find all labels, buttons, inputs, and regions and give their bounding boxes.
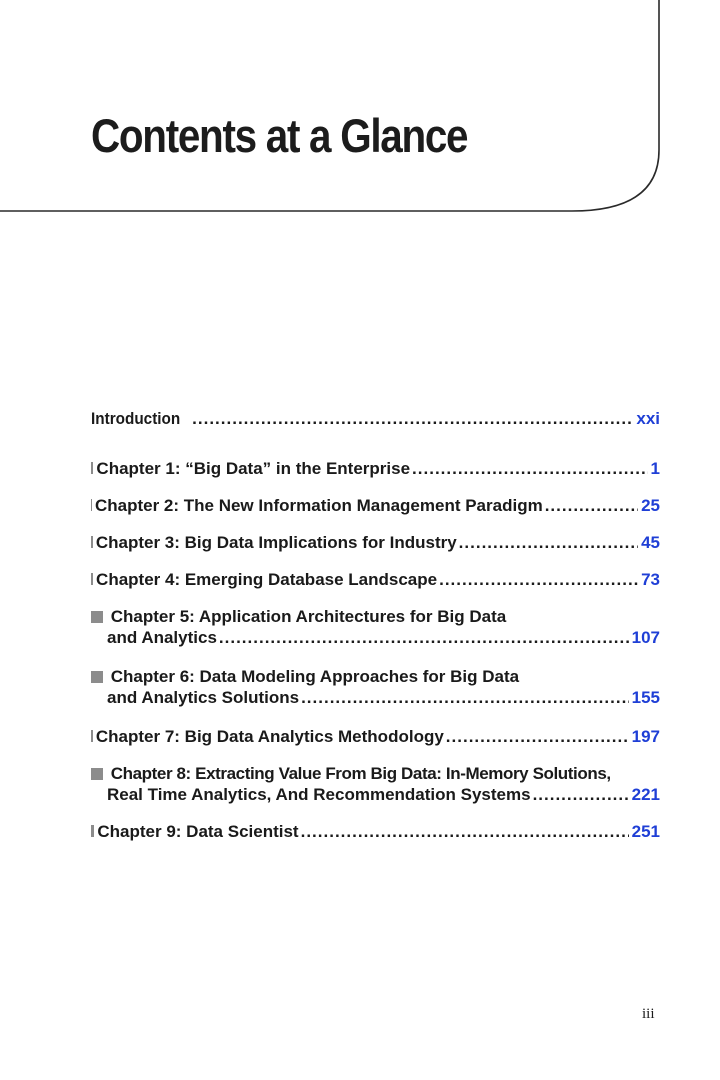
toc-chapter-title: Chapter 3: Big Data Implications for Industry <box>95 533 457 552</box>
toc-chapter-title: Chapter 8: Extracting Value From Big Data: In-Memory Solutions, <box>110 764 611 783</box>
toc-chapter-title: Chapter 4: Emerging Database Landscape <box>96 570 438 589</box>
dot-leader <box>301 687 629 708</box>
bullet-square-icon <box>91 825 94 837</box>
dot-leader <box>412 458 647 479</box>
toc-chapter-title: Chapter 7: Big Data Analytics Methodology <box>95 727 444 746</box>
bullet-square-icon <box>91 730 93 742</box>
toc-entry-chapter-3[interactable] <box>91 532 660 553</box>
toc-chapter-page[interactable]: 251 <box>631 822 660 841</box>
toc-entry-introduction[interactable] <box>91 408 660 429</box>
bullet-square-icon <box>91 611 103 623</box>
dot-leader <box>533 784 629 805</box>
toc-introduction-page[interactable]: xxi <box>636 409 660 428</box>
dot-leader <box>459 532 638 553</box>
bullet-square-icon <box>91 462 93 474</box>
toc-chapter-page[interactable]: 155 <box>631 688 660 707</box>
toc-entry-chapter-2[interactable] <box>91 495 660 516</box>
toc-chapter-title: Chapter 2: The New Information Management Paradigm <box>94 496 543 515</box>
toc-entry-chapter-5[interactable] <box>91 606 660 648</box>
toc-entry-chapter-4[interactable] <box>91 569 660 590</box>
page-title: Contents at a Glance <box>91 109 468 162</box>
dot-leader <box>446 726 629 747</box>
toc-chapter-title-continued: Real Time Analytics, And Recommendation Systems <box>107 785 531 804</box>
toc-chapter-page[interactable]: 107 <box>631 628 660 647</box>
page-number: iii <box>642 1006 655 1022</box>
toc-chapter-title-continued: and Analytics <box>107 628 217 647</box>
bullet-square-icon <box>91 499 92 511</box>
toc-chapter-page[interactable]: 1 <box>650 459 660 478</box>
toc-chapter-title: Chapter 1: “Big Data” in the Enterprise <box>96 459 411 478</box>
toc-chapter-title: Chapter 6: Data Modeling Approaches for Big Data <box>110 667 520 686</box>
dot-leader <box>545 495 638 516</box>
toc-chapter-page[interactable]: 25 <box>641 496 660 515</box>
bullet-square-icon <box>91 768 103 780</box>
toc-chapter-page[interactable]: 197 <box>631 727 660 746</box>
toc-introduction-label: Introduction <box>91 409 181 428</box>
dot-leader <box>439 569 638 590</box>
toc-entry-chapter-9[interactable] <box>91 821 660 842</box>
bullet-square-icon <box>91 573 93 585</box>
toc-chapter-title: Chapter 5: Application Architectures for Big Data <box>110 607 507 626</box>
toc-entry-chapter-6[interactable] <box>91 666 660 708</box>
toc-chapter-title-continued: and Analytics Solutions <box>107 688 300 707</box>
toc-entry-chapter-7[interactable] <box>91 726 660 747</box>
toc-entry-chapter-8[interactable] <box>91 763 660 805</box>
dot-leader <box>219 627 629 648</box>
bullet-square-icon <box>91 671 103 683</box>
dot-leader <box>301 821 629 842</box>
toc-chapter-title: Chapter 9: Data Scientist <box>97 822 299 841</box>
toc-chapter-page[interactable]: 221 <box>631 785 660 804</box>
bullet-square-icon <box>91 536 93 548</box>
toc-chapter-page[interactable]: 73 <box>641 570 660 589</box>
toc-entry-chapter-1[interactable] <box>91 458 660 479</box>
dot-leader <box>192 408 633 429</box>
toc-chapter-page[interactable]: 45 <box>641 533 660 552</box>
